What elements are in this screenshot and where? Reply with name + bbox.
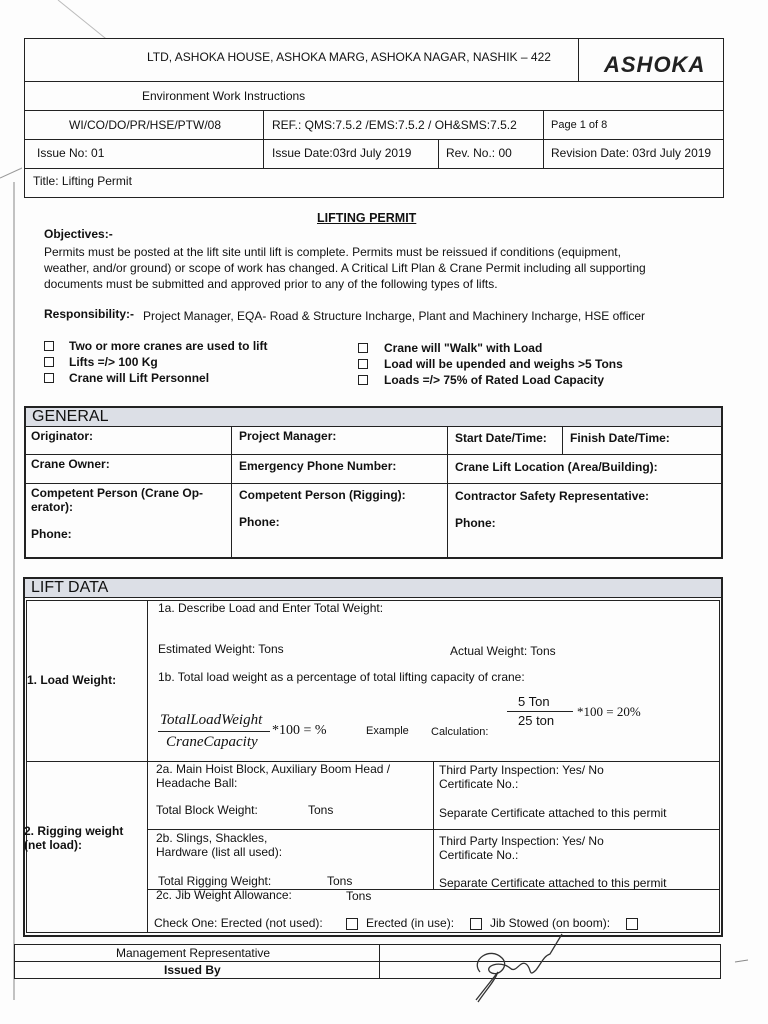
- competent-rigging-label: Competent Person (Rigging):: [239, 488, 406, 502]
- sep-cert-2b: Separate Certificate attached to this permit: [439, 876, 667, 890]
- example-denominator: 25 ton: [518, 713, 555, 728]
- cert-no-2a: Certificate No.:: [439, 777, 519, 791]
- check-label-load-upended: Load will be upended and weighs >5 Tons: [384, 357, 623, 371]
- example-tail: *100 = 20%: [577, 704, 641, 719]
- erected-in-use-label: Erected (in use):: [366, 916, 455, 930]
- header-redaction: [25, 39, 143, 80]
- rigging-2a-line-1: 2a. Main Hoist Block, Auxiliary Boom Head /: [156, 762, 391, 776]
- rigging-2b-line-2: Hardware (list all used):: [156, 845, 283, 859]
- checkbox-two-cranes[interactable]: [44, 341, 54, 351]
- formula-denominator: CraneCapacity: [166, 734, 258, 750]
- company-address: LTD, ASHOKA HOUSE, ASHOKA MARG, ASHOKA NAGAR, NASHIK – 422: [147, 50, 551, 64]
- check-label-crane-walk: Crane will "Walk" with Load: [384, 341, 543, 355]
- document-title: Title: Lifting Permit: [33, 174, 132, 188]
- checkbox-jib-stowed[interactable]: [626, 918, 638, 930]
- page-number: Page 1 of 8: [551, 119, 608, 131]
- check-label-lift-personnel: Crane will Lift Personnel: [69, 371, 210, 385]
- rigging-2b-line-1: 2b. Slings, Shackles,: [156, 831, 268, 845]
- check-one-erected-not-used: Check One: Erected (not used):: [154, 916, 323, 930]
- tpi-2b: Third Party Inspection: Yes/ No: [439, 834, 604, 848]
- responsibility-label: Responsibility:-: [44, 307, 135, 321]
- checkbox-crane-walk[interactable]: [358, 343, 368, 353]
- doc-number: WI/CO/DO/PR/HSE/PTW/08: [69, 118, 222, 132]
- jib-stowed-label: Jib Stowed (on boom):: [490, 916, 611, 930]
- jib-weight-tons: Tons: [346, 889, 372, 903]
- sep-cert-2a: Separate Certificate attached to this permit: [439, 806, 667, 820]
- signature-icon: [440, 912, 600, 1012]
- estimated-weight: Estimated Weight: Tons: [158, 642, 284, 656]
- rigging-weight-label-1: 2. Rigging weight: [24, 824, 124, 838]
- checkbox-load-upended[interactable]: [358, 359, 368, 369]
- objectives-line-3: documents must be submitted and approved prior to any of the following types of lifts.: [44, 277, 498, 291]
- lift-data-section-title: LIFT DATA: [24, 578, 722, 598]
- objectives-line-1: Permits must be posted at the lift site until lift is complete. Permits must be reissued if conditions (equipment,: [44, 245, 621, 259]
- contractor-safety-label: Contractor Safety Representative:: [455, 489, 650, 503]
- checkbox-rated-capacity[interactable]: [358, 375, 368, 385]
- issue-date: Issue Date:03rd July 2019: [272, 146, 412, 160]
- competent-operator-label-1: Competent Person (Crane Op-: [31, 486, 204, 500]
- check-label-lifts-100kg: Lifts =/> 100 Kg: [69, 355, 158, 369]
- lift-1a: 1a. Describe Load and Enter Total Weight:: [158, 601, 384, 615]
- crane-owner-label: Crane Owner:: [31, 457, 110, 471]
- general-section-title: GENERAL: [25, 407, 722, 427]
- lift-1b: 1b. Total load weight as a percentage of total lifting capacity of crane:: [158, 670, 525, 684]
- contractor-phone-label: Phone:: [455, 516, 496, 530]
- originator-label: Originator:: [31, 429, 93, 443]
- rigging-phone-label: Phone:: [239, 515, 280, 529]
- load-weight-label: 1. Load Weight:: [27, 673, 117, 687]
- header-redaction-2: [25, 82, 120, 109]
- total-rigging-weight: Total Rigging Weight:: [158, 874, 272, 888]
- check-label-two-cranes: Two or more cranes are used to lift: [69, 339, 268, 353]
- reference: REF.: QMS:7.5.2 /EMS:7.5.2 / OH&SMS:7.5.2: [272, 118, 517, 132]
- instructions-title: Environment Work Instructions: [142, 89, 306, 103]
- rigging-2a-line-2: Headache Ball:: [156, 776, 238, 790]
- issue-number: Issue No: 01: [37, 146, 105, 160]
- start-time-label: Start Date/Time:: [455, 431, 547, 445]
- finish-time-label: Finish Date/Time:: [570, 431, 670, 445]
- tpi-2a: Third Party Inspection: Yes/ No: [439, 763, 604, 777]
- total-rigging-tons: Tons: [327, 874, 353, 888]
- example-label: Example: [366, 725, 409, 737]
- project-manager-label: Project Manager:: [239, 429, 337, 443]
- formula-tail: *100 = %: [272, 723, 327, 738]
- management-representative: Management Representative: [116, 946, 271, 960]
- rigging-weight-label-2: (net load):: [24, 838, 82, 852]
- actual-weight: Actual Weight: Tons: [450, 644, 556, 658]
- ashoka-logo: ASHOKA: [604, 52, 706, 77]
- revision-number: Rev. No.: 00: [446, 146, 512, 160]
- objectives-label: Objectives:-: [44, 227, 113, 241]
- revision-date: Revision Date: 03rd July 2019: [551, 146, 712, 160]
- checkbox-erected-not-used[interactable]: [346, 918, 358, 930]
- checkbox-lift-personnel[interactable]: [44, 373, 54, 383]
- checkbox-lifts-100kg[interactable]: [44, 357, 54, 367]
- responsibility-text: Project Manager, EQA- Road & Structure Incharge, Plant and Machinery Incharge, HSE officer: [143, 309, 646, 323]
- permit-heading: LIFTING PERMIT: [317, 211, 417, 225]
- objectives-line-2: weather, and/or ground) or scope of work has changed. A Critical Lift Plan & Crane Permit including all supporting: [44, 261, 646, 275]
- emergency-phone-label: Emergency Phone Number:: [239, 459, 397, 473]
- competent-operator-label-2: erator):: [31, 500, 74, 514]
- jib-weight-allowance: 2c. Jib Weight Allowance:: [156, 888, 292, 902]
- cert-no-2b: Certificate No.:: [439, 848, 519, 862]
- total-block-weight: Total Block Weight:: [156, 803, 258, 817]
- calculation-label: Calculation:: [431, 726, 489, 738]
- check-label-rated-capacity: Loads =/> 75% of Rated Load Capacity: [384, 373, 605, 387]
- example-numerator: 5 Ton: [518, 694, 550, 709]
- operator-phone-label: Phone:: [31, 527, 72, 541]
- formula-numerator: TotalLoadWeight: [160, 712, 263, 728]
- issued-by: Issued By: [164, 963, 221, 977]
- total-block-tons: Tons: [308, 803, 334, 817]
- crane-location-label: Crane Lift Location (Area/Building):: [455, 460, 658, 474]
